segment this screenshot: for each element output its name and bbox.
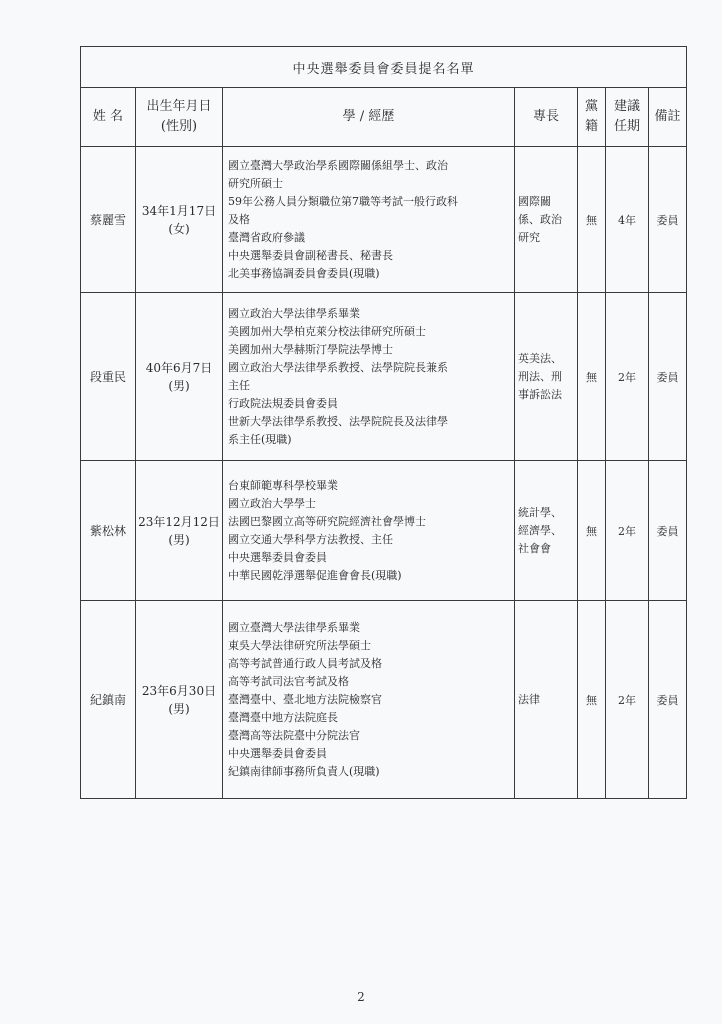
gender: (女) bbox=[168, 221, 190, 236]
experience-cell bbox=[223, 293, 515, 461]
experience-line: 行政院法規委員會委員 bbox=[228, 396, 338, 410]
experience-cell bbox=[223, 147, 515, 293]
experience-line: 研究所碩士 bbox=[228, 176, 283, 190]
experience-cell bbox=[223, 461, 515, 601]
experience-line: 臺灣臺中地方法院庭長 bbox=[228, 710, 338, 724]
specialty-cell bbox=[515, 461, 578, 601]
experience-line: 59年公務人員分類職位第7職等考試一般行政科 bbox=[228, 194, 458, 208]
gender: (男) bbox=[168, 532, 190, 547]
specialty-line: 研究 bbox=[518, 230, 540, 244]
experience-line: 美國加州大學柏克萊分校法律研究所碩士 bbox=[228, 324, 426, 338]
header-specialty: 專長 bbox=[515, 88, 578, 147]
term-cell: 2年 bbox=[606, 601, 649, 799]
experience-cell bbox=[223, 601, 515, 799]
experience-line: 法國巴黎國立高等研究院經濟社會學博士 bbox=[228, 514, 426, 528]
header-birth bbox=[136, 88, 223, 147]
experience-line: 國立交通大學科學方法教授、主任 bbox=[228, 532, 393, 546]
table-title: 中央選舉委員會委員提名名單 bbox=[81, 47, 687, 88]
specialty-line: 國際關 bbox=[518, 194, 551, 208]
nominee-name: 紀鎮南 bbox=[81, 601, 136, 799]
specialty-cell bbox=[515, 601, 578, 799]
party-cell: 無 bbox=[578, 293, 606, 461]
birth-date: 23年6月30日 bbox=[141, 683, 217, 698]
experience-line: 中央選舉委員會委員 bbox=[228, 550, 327, 564]
table-row bbox=[81, 293, 687, 461]
specialty-line: 事訴訟法 bbox=[518, 387, 562, 401]
experience-line: 北美事務協調委員會委員(現職) bbox=[228, 266, 380, 280]
experience-line: 中央選舉委員會委員 bbox=[228, 746, 327, 760]
nominee-name: 紫松林 bbox=[81, 461, 136, 601]
specialty-line: 係、政治 bbox=[518, 212, 562, 226]
term-cell: 2年 bbox=[606, 461, 649, 601]
header-party-line1: 黨 bbox=[584, 99, 598, 114]
specialty-cell bbox=[515, 293, 578, 461]
birth-date: 34年1月17日 bbox=[141, 203, 217, 218]
nominee-birth bbox=[136, 293, 223, 461]
header-birth-line1: 出生年月日 bbox=[146, 99, 212, 114]
nominee-table bbox=[80, 46, 687, 799]
experience-line: 臺灣省政府參議 bbox=[228, 230, 305, 244]
experience-line: 台東師範專科學校畢業 bbox=[228, 478, 338, 492]
header-party bbox=[578, 88, 606, 147]
table-row bbox=[81, 461, 687, 601]
party-cell: 無 bbox=[578, 601, 606, 799]
term-cell: 2年 bbox=[606, 293, 649, 461]
party-cell: 無 bbox=[578, 147, 606, 293]
nominee-name: 段重民 bbox=[81, 293, 136, 461]
experience-line: 紀鎮南律師事務所負責人(現職) bbox=[228, 764, 380, 778]
specialty-line: 經濟學、 bbox=[518, 523, 562, 537]
experience-line: 系主任(現職) bbox=[228, 432, 292, 446]
experience-line: 國立政治大學法律學系教授、法學院院長兼系 bbox=[228, 360, 448, 374]
gender: (男) bbox=[168, 378, 190, 393]
experience-line: 臺灣高等法院臺中分院法官 bbox=[228, 728, 360, 742]
experience-line: 國立臺灣大學法律學系畢業 bbox=[228, 620, 360, 634]
specialty-line: 法律 bbox=[518, 692, 540, 706]
nominee-birth bbox=[136, 147, 223, 293]
birth-date: 23年12月12日 bbox=[138, 514, 220, 529]
header-term bbox=[606, 88, 649, 147]
party-cell: 無 bbox=[578, 461, 606, 601]
experience-line: 國立政治大學法律學系畢業 bbox=[228, 306, 360, 320]
experience-line: 國立政治大學學士 bbox=[228, 496, 316, 510]
specialty-line: 英美法、 bbox=[518, 351, 562, 365]
header-term-line1: 建議 bbox=[613, 99, 640, 114]
remark-cell: 委員 bbox=[649, 601, 687, 799]
experience-line: 世新大學法律學系教授、法學院院長及法律學 bbox=[228, 414, 448, 428]
gender: (男) bbox=[168, 701, 190, 716]
header-experience: 學 / 經歷 bbox=[223, 88, 515, 147]
header-remark: 備註 bbox=[649, 88, 687, 147]
specialty-cell bbox=[515, 147, 578, 293]
experience-line: 中華民國乾淨選舉促進會會長(現職) bbox=[228, 568, 402, 582]
page-number: 2 bbox=[357, 990, 365, 1004]
specialty-line: 社會會 bbox=[518, 541, 551, 555]
nominee-birth bbox=[136, 461, 223, 601]
experience-line: 中央選舉委員會副秘書長、秘書長 bbox=[228, 248, 393, 262]
specialty-line: 刑法、刑 bbox=[518, 369, 562, 383]
experience-line: 高等考試司法官考試及格 bbox=[228, 674, 349, 688]
table-row bbox=[81, 147, 687, 293]
experience-line: 美國加州大學赫斯汀學院法學博士 bbox=[228, 342, 393, 356]
experience-line: 臺灣臺中、臺北地方法院檢察官 bbox=[228, 692, 382, 706]
specialty-line: 統計學、 bbox=[518, 505, 562, 519]
experience-line: 及格 bbox=[228, 212, 250, 226]
remark-cell: 委員 bbox=[649, 293, 687, 461]
experience-line: 東吳大學法律研究所法學碩士 bbox=[228, 638, 371, 652]
experience-line: 主任 bbox=[228, 378, 250, 392]
header-party-line2: 籍 bbox=[584, 119, 598, 134]
birth-date: 40年6月7日 bbox=[145, 360, 213, 375]
remark-cell: 委員 bbox=[649, 461, 687, 601]
header-name: 姓 名 bbox=[81, 88, 136, 147]
remark-cell: 委員 bbox=[649, 147, 687, 293]
header-birth-line2: (性別) bbox=[160, 119, 198, 134]
header-term-line2: 任期 bbox=[613, 119, 640, 134]
header-row bbox=[81, 88, 687, 147]
experience-line: 國立臺灣大學政治學系國際關係組學士、政治 bbox=[228, 158, 448, 172]
term-cell: 4年 bbox=[606, 147, 649, 293]
table-row bbox=[81, 601, 687, 799]
experience-line: 高等考試普通行政人員考試及格 bbox=[228, 656, 382, 670]
nominee-birth bbox=[136, 601, 223, 799]
nominee-name: 蔡麗雪 bbox=[81, 147, 136, 293]
